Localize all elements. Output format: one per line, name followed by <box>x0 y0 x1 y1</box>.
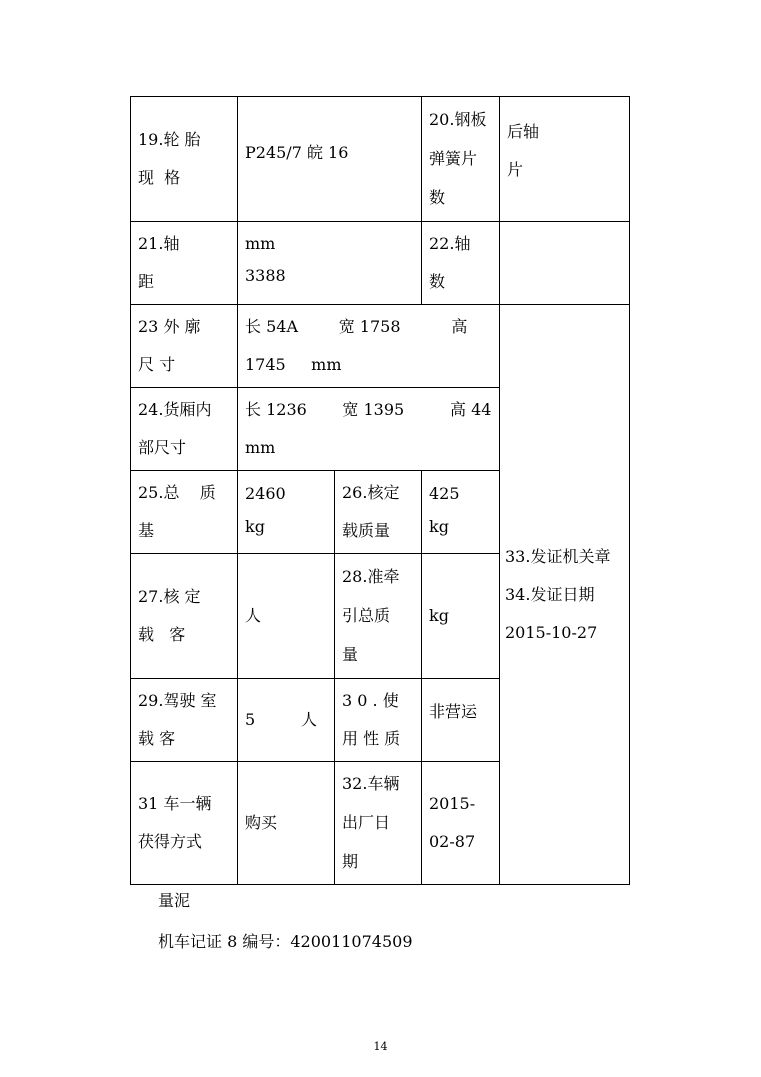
certificate-number: 机车记证 8 编号：420011074509 <box>158 932 413 951</box>
cargo-box-dimensions-label: 24.货厢内 部尺寸 <box>131 388 238 471</box>
tire-spec-label: 19.轮 胎 现 格 <box>131 97 238 222</box>
axles-value <box>500 222 630 305</box>
usage-nature-label: 3 0 . 使 用 性 质 <box>335 679 422 762</box>
leaf-spring-label: 20.钢板 弹簧片 数 <box>422 97 500 222</box>
page-number: 14 <box>373 1040 388 1053</box>
usage-nature-value: 非营运 <box>422 679 500 762</box>
rated-passengers-label: 27.核 定 载 客 <box>131 554 238 679</box>
footer-note: 量泥 <box>158 891 191 910</box>
wheelbase-value: mm 3388 <box>238 222 422 305</box>
tire-spec-value: P245/7 皖 16 <box>238 97 422 222</box>
axles-label: 22.轴 数 <box>422 222 500 305</box>
tow-mass-value: kg <box>422 554 500 679</box>
cab-passengers-value: 5 人 <box>238 679 335 762</box>
cab-passengers-label: 29.驾驶 室 载 客 <box>131 679 238 762</box>
issuer-and-date: 33.发证机关章 34.发证日期 2015-10-27 <box>500 305 630 885</box>
tow-mass-label: 28.准牵 引总质 量 <box>335 554 422 679</box>
wheelbase-label: 21.轴 距 <box>131 222 238 305</box>
factory-date-value: 2015- 02-87 <box>422 762 500 885</box>
total-mass-label: 25.总 质 基 <box>131 471 238 554</box>
rated-load-value: 425 kg <box>422 471 500 554</box>
cargo-box-dimensions-value: 长 1236 宽 1395 高 44 mm <box>238 388 500 471</box>
factory-date-label: 32.车辆 出厂日 期 <box>335 762 422 885</box>
rated-passengers-value: 人 <box>238 554 335 679</box>
outer-dimensions-label: 23 外 廓 尺 寸 <box>131 305 238 388</box>
acquisition-method-label: 31 车一辆 茯得方式 <box>131 762 238 885</box>
outer-dimensions-value: 长 54A 宽 1758 高 1745 mm <box>238 305 500 388</box>
rated-load-label: 26.核定 载质量 <box>335 471 422 554</box>
leaf-spring-value: 后轴 片 <box>500 97 630 222</box>
total-mass-value: 2460 kg <box>238 471 335 554</box>
acquisition-method-value: 购买 <box>238 762 335 885</box>
vehicle-info-table <box>130 96 630 885</box>
